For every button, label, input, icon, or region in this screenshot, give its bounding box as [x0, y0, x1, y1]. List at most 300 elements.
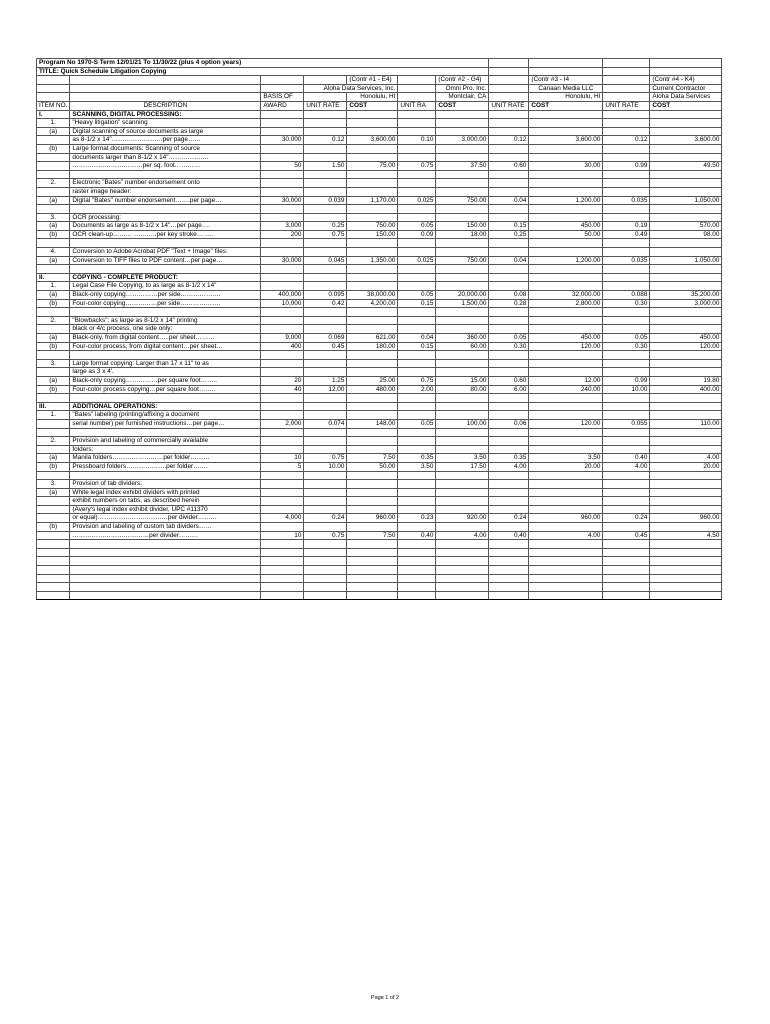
table-row	[37, 497, 722, 506]
table-row	[37, 462, 722, 471]
award-cell: 10,000	[261, 299, 304, 308]
table-row	[37, 419, 722, 428]
c2-unit-rate-cell: 0.23	[398, 514, 436, 523]
description-cell: Black-only copying……………per square foot……..	[70, 376, 261, 385]
c2-cost-cell	[436, 239, 489, 248]
c2-unit-rate-cell	[398, 308, 436, 317]
award-cell	[261, 316, 304, 325]
c3-cost-cell	[529, 480, 603, 489]
c2-unit-rate-cell	[398, 248, 436, 257]
item-no-cell: (b)	[37, 144, 70, 153]
c2-unit-rate-cell	[398, 265, 436, 274]
c4-unit-rate-cell	[603, 144, 650, 153]
page-number: Page 1 of 2	[370, 995, 400, 1001]
c4-unit-rate-cell	[603, 488, 650, 497]
c2-cost-cell	[436, 127, 489, 136]
c3-unit-rate-cell	[489, 402, 529, 411]
c2-cost-cell	[436, 428, 489, 437]
c2-cost-cell	[436, 497, 489, 506]
c2-unit-rate-cell: 0.15	[398, 299, 436, 308]
c4-unit-rate-cell	[603, 583, 650, 592]
c1-cost-header: COST	[347, 101, 398, 110]
c4-unit-rate-cell	[603, 480, 650, 489]
description-cell: Four-color process, from digital content…per sheet…	[70, 342, 261, 351]
c1-cost-cell	[347, 127, 398, 136]
award-cell: 30,000	[261, 256, 304, 265]
table-row	[37, 411, 722, 420]
c2-cost-cell	[436, 316, 489, 325]
item-no-cell: (b)	[37, 342, 70, 351]
description-cell: raster image header:	[70, 187, 261, 196]
c3-unit-rate-cell	[489, 566, 529, 575]
item-no-cell: 3.	[37, 480, 70, 489]
c4-cost-cell	[650, 574, 722, 583]
description-cell: Four-color copying……………per side……………….	[70, 299, 261, 308]
c3-cost-cell	[529, 127, 603, 136]
award-cell: 3,000	[261, 222, 304, 231]
c2-unit-rate-cell	[398, 411, 436, 420]
c1-cost-cell	[347, 110, 398, 119]
c2-unit-rate-cell: 0.10	[398, 136, 436, 145]
description-cell: Provision and labeling of commercially available	[70, 437, 261, 446]
c3-unit-rate-cell	[489, 548, 529, 557]
table-row	[37, 385, 722, 394]
c4-unit-rate-cell	[603, 574, 650, 583]
table-row	[37, 256, 722, 265]
c1-unit-rate-cell	[304, 548, 347, 557]
c3-cost-cell	[529, 368, 603, 377]
item-no-cell: (a)	[37, 127, 70, 136]
c4-unit-rate-cell	[603, 437, 650, 446]
award-cell: 30,000	[261, 196, 304, 205]
item-no-cell	[37, 531, 70, 540]
table-row	[37, 505, 722, 514]
c4-cost-cell	[650, 265, 722, 274]
c1-cost-cell	[347, 213, 398, 222]
c2-cost-cell: 920.00	[436, 514, 489, 523]
c2-unit-rate-cell	[398, 591, 436, 600]
description-cell	[70, 239, 261, 248]
c1-cost-cell	[347, 248, 398, 257]
c1-unit-rate-cell	[304, 368, 347, 377]
award-cell	[261, 351, 304, 360]
c2-cost-cell	[436, 213, 489, 222]
c1-unit-rate-cell: 1.50	[304, 162, 347, 171]
award-cell: 10	[261, 454, 304, 463]
c3-cost-cell	[529, 488, 603, 497]
item-no-cell: (a)	[37, 376, 70, 385]
table-row	[37, 325, 722, 334]
c1-unit-rate-cell	[304, 523, 347, 532]
c4-cost-cell: 110.00	[650, 419, 722, 428]
c2-cost-cell	[436, 548, 489, 557]
c1-cost-cell	[347, 411, 398, 420]
c3-unit-rate-cell	[489, 471, 529, 480]
award-cell	[261, 170, 304, 179]
c4-cost-cell: 49.50	[650, 162, 722, 171]
c3-unit-rate-cell	[489, 273, 529, 282]
c2-cost-cell: 1,500.00	[436, 299, 489, 308]
item-no-cell: (a)	[37, 454, 70, 463]
c4-cost-cell	[650, 316, 722, 325]
c4-cost-cell	[650, 480, 722, 489]
c4-cost-cell	[650, 523, 722, 532]
description-cell: "Bates" labeling (printing/affixing a document	[70, 411, 261, 420]
item-no-cell	[37, 471, 70, 480]
item-no-cell	[37, 187, 70, 196]
c4-cost-cell: 400.00	[650, 385, 722, 394]
c1-unit-rate-cell	[304, 144, 347, 153]
c4-unit-rate-cell	[603, 557, 650, 566]
c2-unit-rate-cell	[398, 402, 436, 411]
c1-cost-cell: 148.00	[347, 419, 398, 428]
description-cell: large as 3 x 4'.	[70, 368, 261, 377]
item-no-cell: II.	[37, 273, 70, 282]
c1-unit-rate-cell: 0.75	[304, 531, 347, 540]
c1-unit-rate-cell: 0.12	[304, 136, 347, 145]
c2-cost-cell	[436, 566, 489, 575]
item-no-cell	[37, 265, 70, 274]
award-cell	[261, 325, 304, 334]
c2-unit-rate-cell	[398, 213, 436, 222]
c3-unit-rate-cell	[489, 480, 529, 489]
item-no-cell	[37, 591, 70, 600]
c3-unit-rate-cell: 0.06	[489, 419, 529, 428]
contr2-name: Omni Pro, Inc.	[436, 84, 489, 93]
contr3-name: Canaan Media LLC	[529, 84, 603, 93]
c4-cost-cell	[650, 144, 722, 153]
c1-unit-rate-cell	[304, 394, 347, 403]
c1-unit-rate-cell: 10.00	[304, 462, 347, 471]
c3-cost-cell	[529, 583, 603, 592]
c3-cost-cell	[529, 265, 603, 274]
description-cell: "Heavy litigation" scanning	[70, 119, 261, 128]
c3-cost-cell	[529, 540, 603, 549]
c2-cost-cell	[436, 110, 489, 119]
item-no-cell: 3.	[37, 359, 70, 368]
table-row	[37, 471, 722, 480]
table-row	[37, 230, 722, 239]
c2-unit-rate-cell: 0.75	[398, 162, 436, 171]
item-no-cell	[37, 428, 70, 437]
c4-unit-rate-cell	[603, 213, 650, 222]
c4-cost-cell	[650, 119, 722, 128]
table-row	[37, 179, 722, 188]
c2-cost-cell: 750.00	[436, 256, 489, 265]
c3-unit-rate-cell	[489, 213, 529, 222]
c4-cost-cell	[650, 566, 722, 575]
c1-unit-rate-cell	[304, 540, 347, 549]
c3-unit-rate-cell	[489, 523, 529, 532]
c2-cost-cell	[436, 325, 489, 334]
table-row	[37, 359, 722, 368]
c3-cost-cell: 3.50	[529, 454, 603, 463]
award-cell	[261, 153, 304, 162]
description-cell: "Blowbacks": as large as 8-1/2 x 14" printing	[70, 316, 261, 325]
c2-cost-cell	[436, 170, 489, 179]
c1-unit-rate-cell	[304, 437, 347, 446]
c2-cost-cell: 100.00	[436, 419, 489, 428]
c4-cost-cell	[650, 325, 722, 334]
c1-unit-rate-cell: 12.00	[304, 385, 347, 394]
table-row	[37, 170, 722, 179]
c3-unit-rate-cell	[489, 445, 529, 454]
c2-unit-rate-cell	[398, 548, 436, 557]
c3-unit-rate-cell	[489, 497, 529, 506]
description-cell: Legal Case File Copying, to as large as 8-1/2 x 14"	[70, 282, 261, 291]
description-cell	[70, 591, 261, 600]
description-cell	[70, 205, 261, 214]
c3-cost-cell	[529, 308, 603, 317]
c1-cost-cell: 150.00	[347, 230, 398, 239]
award-cell	[261, 144, 304, 153]
c1-unit-rate-cell: 0.42	[304, 299, 347, 308]
award-cell: 30,000	[261, 136, 304, 145]
c2-cost-cell	[436, 368, 489, 377]
c3-cost-cell: 2,800.00	[529, 299, 603, 308]
award-cell: 50	[261, 162, 304, 171]
c3-cost-cell	[529, 591, 603, 600]
award-cell	[261, 437, 304, 446]
description-cell	[70, 265, 261, 274]
c1-cost-cell: 3,600.00	[347, 136, 398, 145]
c1-unit-rate-cell	[304, 583, 347, 592]
table-row	[37, 574, 722, 583]
c4-unit-rate-cell: 0.05	[603, 334, 650, 343]
c2-unit-rate-cell	[398, 179, 436, 188]
c1-cost-cell	[347, 282, 398, 291]
c3-unit-rate-cell: 0.30	[489, 342, 529, 351]
c3-cost-cell	[529, 179, 603, 188]
c1-cost-cell	[347, 351, 398, 360]
c3-unit-rate-cell: 0.15	[489, 222, 529, 231]
description-cell: Provision of tab dividers:	[70, 480, 261, 489]
award-cell: 9,000	[261, 334, 304, 343]
c4-unit-rate-cell: 0.19	[603, 222, 650, 231]
description-cell: Conversion to Adobe Acrobat PDF "Text + Image" files:	[70, 248, 261, 257]
table-row	[37, 239, 722, 248]
c1-cost-cell	[347, 471, 398, 480]
c3-unit-rate-cell	[489, 411, 529, 420]
c3-unit-rate-cell: 0.08	[489, 291, 529, 300]
item-no-cell	[37, 239, 70, 248]
item-no-cell: (b)	[37, 385, 70, 394]
c3-cost-cell	[529, 205, 603, 214]
award-cell	[261, 540, 304, 549]
c3-unit-rate-cell: 6.00	[489, 385, 529, 394]
c3-cost-cell	[529, 170, 603, 179]
description-cell	[70, 540, 261, 549]
c3-cost-cell: 120.00	[529, 419, 603, 428]
description-cell: serial number) per furnished instructions…per page…	[70, 419, 261, 428]
c2-cost-cell: 3.50	[436, 454, 489, 463]
description-cell: Provision and labeling of custom tab dividers……	[70, 523, 261, 532]
table-row	[37, 428, 722, 437]
c2-unit-rate-cell	[398, 368, 436, 377]
c1-cost-cell	[347, 428, 398, 437]
description-cell	[70, 428, 261, 437]
description-cell	[70, 574, 261, 583]
c1-cost-cell: 4,200.00	[347, 299, 398, 308]
c2-unit-rate-cell: 3.50	[398, 462, 436, 471]
award-cell	[261, 213, 304, 222]
award-cell	[261, 127, 304, 136]
c3-cost-cell: 450.00	[529, 222, 603, 231]
c3-cost-header: COST	[529, 101, 603, 110]
c3-cost-cell: 30.00	[529, 162, 603, 171]
item-no-cell	[37, 170, 70, 179]
c2-cost-cell	[436, 394, 489, 403]
award-cell	[261, 523, 304, 532]
c1-unit-rate-cell	[304, 471, 347, 480]
c3-cost-cell	[529, 187, 603, 196]
title-row-1	[37, 59, 722, 68]
description-cell: folders:	[70, 445, 261, 454]
award-cell	[261, 480, 304, 489]
table-row	[37, 445, 722, 454]
description-cell: Electronic "Bates" number endorsement onto	[70, 179, 261, 188]
c4-unit-rate-cell	[603, 540, 650, 549]
c4-cost-cell	[650, 110, 722, 119]
c1-cost-cell	[347, 488, 398, 497]
c2-unit-rate-cell	[398, 497, 436, 506]
c1-cost-cell: 480.00	[347, 385, 398, 394]
item-no-cell	[37, 566, 70, 575]
c2-unit-rate-cell	[398, 127, 436, 136]
c2-unit-rate-cell	[398, 282, 436, 291]
description-cell: Pressboard folders……………….per folder…….	[70, 462, 261, 471]
c1-cost-cell	[347, 144, 398, 153]
award-cell	[261, 402, 304, 411]
c2-unit-rate-cell	[398, 316, 436, 325]
table-row	[37, 557, 722, 566]
table-row	[37, 454, 722, 463]
c2-unit-rate-cell	[398, 394, 436, 403]
c3-cost-cell	[529, 437, 603, 446]
c2-unit-rate-cell	[398, 505, 436, 514]
c2-cost-cell	[436, 205, 489, 214]
award-cell	[261, 359, 304, 368]
award-cell	[261, 505, 304, 514]
c3-unit-rate-cell	[489, 316, 529, 325]
c3-cost-cell	[529, 110, 603, 119]
table-row	[37, 273, 722, 282]
c3-cost-cell	[529, 566, 603, 575]
c1-cost-cell	[347, 153, 398, 162]
c2-unit-rate-cell	[398, 187, 436, 196]
c1-unit-rate-cell	[304, 480, 347, 489]
c4-cost-cell: 4.00	[650, 454, 722, 463]
item-no-cell: (a)	[37, 291, 70, 300]
item-no-cell: (a)	[37, 196, 70, 205]
description-cell: Digital scanning of source documents as large	[70, 127, 261, 136]
c1-unit-rate-cell	[304, 488, 347, 497]
c4-cost-cell	[650, 583, 722, 592]
description-cell	[70, 566, 261, 575]
c2-cost-cell	[436, 273, 489, 282]
c4-cost-cell	[650, 179, 722, 188]
table-row	[37, 488, 722, 497]
c2-cost-cell	[436, 402, 489, 411]
c1-cost-cell	[347, 437, 398, 446]
contr3-city: Honolulu, HI	[529, 93, 603, 102]
c3-cost-cell	[529, 523, 603, 532]
table-row	[37, 531, 722, 540]
c2-cost-cell	[436, 411, 489, 420]
c2-unit-rate-cell	[398, 110, 436, 119]
c4-cost-cell	[650, 394, 722, 403]
c2-unit-rate-cell	[398, 471, 436, 480]
c4-cost-cell	[650, 591, 722, 600]
item-no-cell: 1.	[37, 119, 70, 128]
contr1-id: (Contr #1 - E4)	[347, 76, 398, 85]
c4-cost-cell	[650, 428, 722, 437]
item-no-cell: 1.	[37, 411, 70, 420]
award-cell: 10	[261, 531, 304, 540]
c4-cost-cell: 450.00	[650, 334, 722, 343]
c4-cost-header: COST	[650, 101, 722, 110]
description-cell	[70, 394, 261, 403]
table-row	[37, 480, 722, 489]
bid-schedule-table	[36, 58, 722, 600]
c4-cost-cell	[650, 437, 722, 446]
c1-cost-cell	[347, 566, 398, 575]
c2-unit-rate-cell	[398, 144, 436, 153]
c2-unit-rate-cell	[398, 480, 436, 489]
table-row	[37, 205, 722, 214]
award-cell	[261, 308, 304, 317]
item-no-cell: 2.	[37, 179, 70, 188]
c1-unit-rate-cell	[304, 273, 347, 282]
c4-cost-cell	[650, 282, 722, 291]
c4-unit-rate-cell	[603, 187, 650, 196]
description-cell: Manila folders……………………per folder………	[70, 454, 261, 463]
item-no-cell: (a)	[37, 222, 70, 231]
c4-unit-rate-cell	[603, 273, 650, 282]
award-cell: 40	[261, 385, 304, 394]
c2-unit-rate-cell: 0.04	[398, 334, 436, 343]
award-cell	[261, 574, 304, 583]
c1-cost-cell: 180.00	[347, 342, 398, 351]
c2-cost-cell	[436, 488, 489, 497]
c1-cost-cell	[347, 325, 398, 334]
contr2-city: Montclair, CA	[436, 93, 489, 102]
award-cell	[261, 248, 304, 257]
c1-unit-rate-cell: 0.45	[304, 342, 347, 351]
c3-unit-rate-cell: 0.24	[489, 514, 529, 523]
c4-cost-cell	[650, 548, 722, 557]
c1-cost-cell	[347, 368, 398, 377]
c3-unit-rate-cell	[489, 179, 529, 188]
c2-cost-cell	[436, 187, 489, 196]
description-cell	[70, 471, 261, 480]
c2-cost-cell	[436, 523, 489, 532]
c2-cost-cell	[436, 119, 489, 128]
c1-cost-cell	[347, 179, 398, 188]
description-cell: Four-color process copying…per square foot……..	[70, 385, 261, 394]
item-no-cell	[37, 548, 70, 557]
c2-unit-rate-cell	[398, 566, 436, 575]
c4-unit-rate-cell	[603, 523, 650, 532]
c3-cost-cell: 20.00	[529, 462, 603, 471]
c4-unit-rate-cell: 0.035	[603, 256, 650, 265]
c2-unit-rate-cell	[398, 351, 436, 360]
c4-unit-rate-cell	[603, 566, 650, 575]
c3-unit-rate-cell: 0.60	[489, 162, 529, 171]
c4-unit-rate-cell	[603, 351, 650, 360]
item-no-cell: 2.	[37, 316, 70, 325]
table-row	[37, 523, 722, 532]
